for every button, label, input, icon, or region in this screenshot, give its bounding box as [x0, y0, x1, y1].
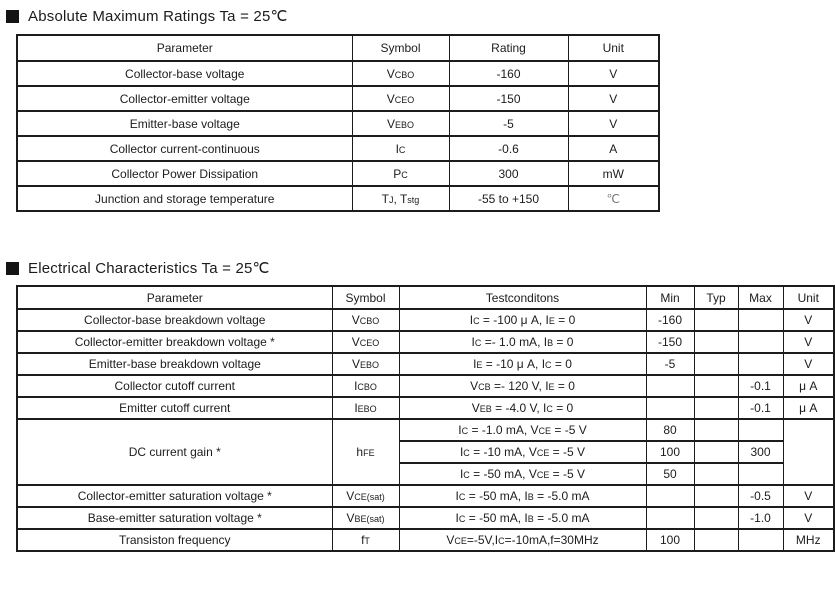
- parameter-cell: Emitter-base breakdown voltage: [17, 353, 332, 375]
- testcondition-cell: IC = -1.0 mA, VCE = -5 V: [399, 419, 646, 441]
- testcondition-cell: VEB = -4.0 V, IC = 0: [399, 397, 646, 419]
- header-row: [17, 286, 834, 309]
- section-title-electrical-characteristics: [0, 259, 835, 277]
- unit-cell: A: [568, 136, 659, 161]
- table-row: [17, 529, 834, 551]
- max-cell: [738, 463, 783, 485]
- typ-cell: [694, 309, 738, 331]
- unit-cell: V: [783, 309, 834, 331]
- parameter-cell: Collector-base voltage: [17, 61, 352, 86]
- parameter-cell: Collector current-continuous: [17, 136, 352, 161]
- parameter-cell: Collector Power Dissipation: [17, 161, 352, 186]
- max-cell: -0.5: [738, 485, 783, 507]
- unit-cell: V: [783, 485, 834, 507]
- table-row: [17, 111, 659, 136]
- section-title-text: Absolute Maximum Ratings Ta = 25℃: [28, 8, 288, 25]
- table-row: [17, 507, 834, 529]
- unit-cell: [783, 419, 834, 485]
- testcondition-cell: VCB =- 120 V, IE = 0: [399, 375, 646, 397]
- table-row: [17, 186, 659, 211]
- symbol-cell: VEBO: [352, 111, 449, 136]
- max-cell: -0.1: [738, 397, 783, 419]
- parameter-cell: Collector-base breakdown voltage: [17, 309, 332, 331]
- testcondition-cell: IC = -10 mA, VCE = -5 V: [399, 441, 646, 463]
- max-cell: [738, 419, 783, 441]
- parameter-cell: Base-emitter saturation voltage *: [17, 507, 332, 529]
- rating-cell: -55 to +150: [449, 186, 568, 211]
- typ-cell: [694, 397, 738, 419]
- max-cell: [738, 331, 783, 353]
- testcondition-cell: IE = -10 μ A, IC = 0: [399, 353, 646, 375]
- testcondition-cell: IC = -50 mA, IB = -5.0 mA: [399, 485, 646, 507]
- symbol-cell: hFE: [332, 419, 399, 485]
- parameter-cell: Collector-emitter saturation voltage *: [17, 485, 332, 507]
- table-row: [17, 419, 834, 441]
- parameter-cell: Collector-emitter voltage: [17, 86, 352, 111]
- symbol-cell: VBE(sat): [332, 507, 399, 529]
- column-header-testconditions: Testconditons: [399, 286, 646, 309]
- unit-cell: ℃: [568, 186, 659, 211]
- min-cell: [646, 375, 694, 397]
- square-bullet-icon: [6, 10, 19, 23]
- table-row: [17, 136, 659, 161]
- min-cell: -160: [646, 309, 694, 331]
- table-row: [17, 86, 659, 111]
- symbol-cell: VCEO: [332, 331, 399, 353]
- column-header-max: Max: [738, 286, 783, 309]
- unit-cell: V: [568, 86, 659, 111]
- symbol-cell: IEBO: [332, 397, 399, 419]
- testcondition-cell: VCE=-5V,IC=-10mA,f=30MHz: [399, 529, 646, 551]
- symbol-cell: ICBO: [332, 375, 399, 397]
- table-row: [17, 309, 834, 331]
- symbol-cell: PC: [352, 161, 449, 186]
- testcondition-cell: IC = -100 μ A, IE = 0: [399, 309, 646, 331]
- rating-cell: 300: [449, 161, 568, 186]
- min-cell: 100: [646, 441, 694, 463]
- symbol-cell: VCE(sat): [332, 485, 399, 507]
- unit-cell: mW: [568, 161, 659, 186]
- unit-cell: V: [568, 61, 659, 86]
- unit-cell: V: [783, 507, 834, 529]
- min-cell: -150: [646, 331, 694, 353]
- column-header-min: Min: [646, 286, 694, 309]
- column-header-unit: Unit: [568, 35, 659, 61]
- electrical-characteristics-table: [16, 285, 835, 552]
- rating-cell: -150: [449, 86, 568, 111]
- parameter-cell: DC current gain *: [17, 419, 332, 485]
- unit-cell: V: [568, 111, 659, 136]
- min-cell: -5: [646, 353, 694, 375]
- absolute-maximum-ratings-table: [16, 34, 660, 212]
- parameter-cell: Emitter cutoff current: [17, 397, 332, 419]
- column-header-parameter: Parameter: [17, 286, 332, 309]
- table-row: [17, 353, 834, 375]
- parameter-cell: Junction and storage temperature: [17, 186, 352, 211]
- unit-cell: V: [783, 331, 834, 353]
- typ-cell: [694, 485, 738, 507]
- parameter-cell: Emitter-base voltage: [17, 111, 352, 136]
- square-bullet-icon: [6, 262, 19, 275]
- rating-cell: -5: [449, 111, 568, 136]
- rating-cell: -0.6: [449, 136, 568, 161]
- column-header-symbol: Symbol: [332, 286, 399, 309]
- typ-cell: [694, 463, 738, 485]
- table-row: [17, 375, 834, 397]
- min-cell: 100: [646, 529, 694, 551]
- table-row: [17, 161, 659, 186]
- min-cell: [646, 485, 694, 507]
- table-row: [17, 61, 659, 86]
- max-cell: -0.1: [738, 375, 783, 397]
- header-row: [17, 35, 659, 61]
- min-cell: [646, 507, 694, 529]
- parameter-cell: Collector cutoff current: [17, 375, 332, 397]
- typ-cell: [694, 353, 738, 375]
- rating-cell: -160: [449, 61, 568, 86]
- table-row: [17, 485, 834, 507]
- min-cell: [646, 397, 694, 419]
- section-title-text: Electrical Characteristics Ta = 25℃: [28, 260, 270, 277]
- max-cell: -1.0: [738, 507, 783, 529]
- testcondition-cell: IC = -50 mA, IB = -5.0 mA: [399, 507, 646, 529]
- symbol-cell: VCBO: [332, 309, 399, 331]
- typ-cell: [694, 441, 738, 463]
- typ-cell: [694, 419, 738, 441]
- unit-cell: μ A: [783, 375, 834, 397]
- max-cell: 300: [738, 441, 783, 463]
- column-header-unit: Unit: [783, 286, 834, 309]
- symbol-cell: VCBO: [352, 61, 449, 86]
- typ-cell: [694, 331, 738, 353]
- max-cell: [738, 309, 783, 331]
- symbol-cell: VEBO: [332, 353, 399, 375]
- column-header-rating: Rating: [449, 35, 568, 61]
- symbol-cell: fT: [332, 529, 399, 551]
- typ-cell: [694, 375, 738, 397]
- table-row: [17, 331, 834, 353]
- column-header-typ: Typ: [694, 286, 738, 309]
- symbol-cell: IC: [352, 136, 449, 161]
- parameter-cell: Transiston frequency: [17, 529, 332, 551]
- column-header-parameter: Parameter: [17, 35, 352, 61]
- column-header-symbol: Symbol: [352, 35, 449, 61]
- testcondition-cell: IC = -50 mA, VCE = -5 V: [399, 463, 646, 485]
- symbol-cell: TJ, Tstg: [352, 186, 449, 211]
- max-cell: [738, 529, 783, 551]
- max-cell: [738, 353, 783, 375]
- testcondition-cell: IC =- 1.0 mA, IB = 0: [399, 331, 646, 353]
- min-cell: 50: [646, 463, 694, 485]
- parameter-cell: Collector-emitter breakdown voltage *: [17, 331, 332, 353]
- section-title-absolute-maximum-ratings: [0, 0, 835, 25]
- table-row: [17, 397, 834, 419]
- unit-cell: V: [783, 353, 834, 375]
- min-cell: 80: [646, 419, 694, 441]
- typ-cell: [694, 529, 738, 551]
- unit-cell: MHz: [783, 529, 834, 551]
- unit-cell: μ A: [783, 397, 834, 419]
- typ-cell: [694, 507, 738, 529]
- symbol-cell: VCEO: [352, 86, 449, 111]
